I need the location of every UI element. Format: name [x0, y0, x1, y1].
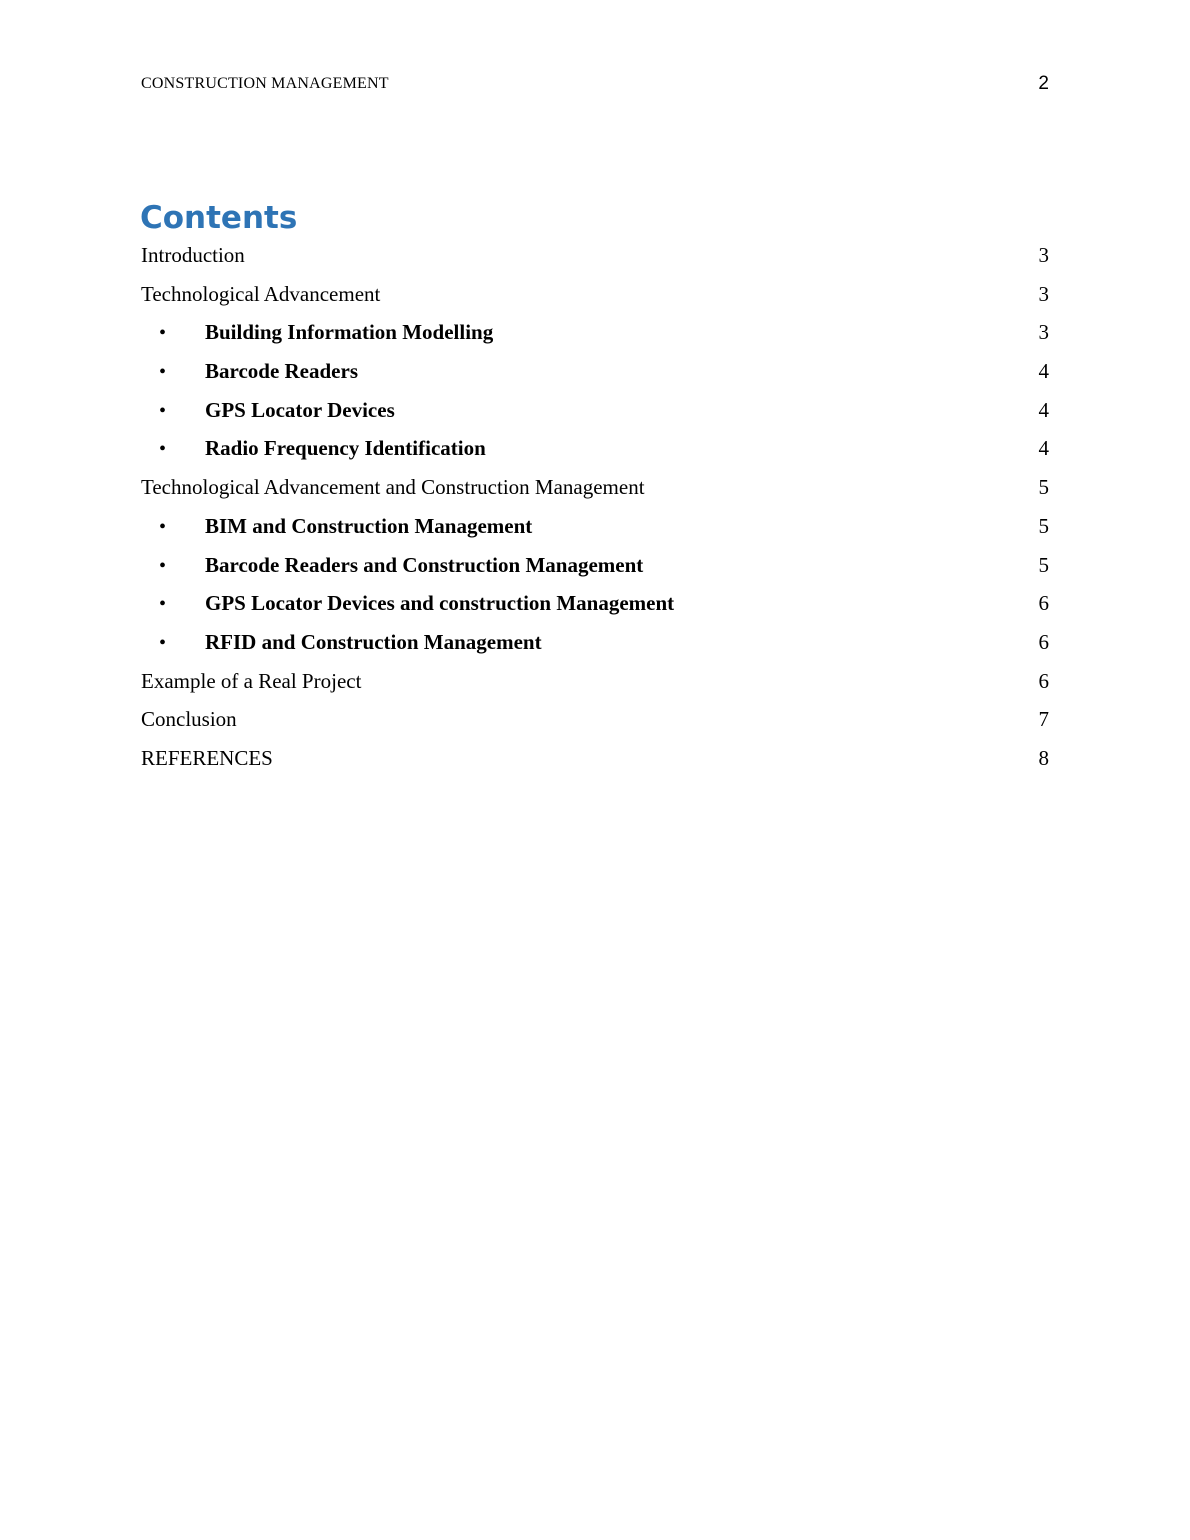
toc-entry-label: BIM and Construction Management [205, 513, 533, 538]
bullet-icon: • [159, 631, 167, 654]
toc-entry-technological-advancement[interactable] [141, 275, 1049, 314]
toc-entry-label: Conclusion [141, 707, 237, 732]
toc-entry-page: 7 [1038, 707, 1049, 732]
toc-entry-gps-locator-devices-and-construction-management[interactable] [141, 584, 1049, 623]
bullet-icon: • [159, 554, 167, 577]
toc-entry-label: Example of a Real Project [141, 668, 362, 693]
toc-entry-page: 4 [1038, 436, 1049, 461]
bullet-icon: • [159, 593, 167, 616]
toc-entry-page: 5 [1038, 513, 1049, 538]
toc-entry-page: 4 [1038, 397, 1049, 422]
bullet-icon: • [159, 322, 167, 345]
table-of-contents [141, 236, 1049, 778]
toc-entry-page: 3 [1038, 281, 1049, 306]
toc-entry-label: Introduction [141, 243, 245, 267]
bullet-icon: • [159, 438, 167, 461]
toc-entry-label: Technological Advancement [141, 281, 381, 306]
toc-entry-page: 5 [1038, 475, 1049, 500]
toc-entry-barcode-readers-and-construction-management[interactable] [141, 546, 1049, 585]
toc-entry-label: GPS Locator Devices [205, 397, 395, 422]
toc-entry-page: 5 [1038, 552, 1049, 577]
toc-entry-radio-frequency-identification[interactable] [141, 429, 1049, 468]
toc-entry-barcode-readers[interactable] [141, 352, 1049, 391]
running-head: CONSTRUCTION MANAGEMENT [141, 75, 389, 92]
toc-title: Contents [140, 200, 298, 236]
toc-entry-building-information-modelling[interactable] [141, 313, 1049, 352]
toc-entry-label: RFID and Construction Management [205, 629, 542, 654]
toc-entry-example-of-a-real-project[interactable] [141, 662, 1049, 701]
toc-entry-label: Radio Frequency Identification [205, 436, 486, 461]
toc-entry-label: GPS Locator Devices and construction Management [205, 591, 675, 616]
toc-entry-page: 8 [1038, 745, 1049, 770]
toc-entry-label: Barcode Readers [205, 359, 358, 384]
toc-entry-label: REFERENCES [141, 745, 273, 770]
toc-entry-conclusion[interactable] [141, 700, 1049, 739]
page-number: 2 [1038, 73, 1049, 94]
bullet-icon: • [159, 361, 167, 384]
toc-entry-references[interactable] [141, 739, 1049, 778]
toc-entry-page: 3 [1038, 243, 1049, 267]
toc-entry-page: 6 [1038, 629, 1049, 654]
toc-entry-gps-locator-devices[interactable] [141, 391, 1049, 430]
toc-entry-bim-and-construction-management[interactable] [141, 507, 1049, 546]
bullet-icon: • [159, 515, 167, 538]
toc-entry-page: 6 [1038, 668, 1049, 693]
toc-entry-introduction[interactable] [141, 236, 1049, 275]
toc-entry-rfid-and-construction-management[interactable] [141, 623, 1049, 662]
toc-entry-label: Barcode Readers and Construction Management [205, 552, 644, 577]
toc-entry-technological-advancement-and-construction-management[interactable] [141, 468, 1049, 507]
toc-entry-label: Building Information Modelling [205, 320, 494, 345]
toc-entry-page: 4 [1038, 359, 1049, 384]
toc-entry-page: 6 [1038, 591, 1049, 616]
toc-entry-page: 3 [1038, 320, 1049, 345]
toc-entry-label: Technological Advancement and Construction Management [141, 475, 645, 500]
bullet-icon: • [159, 399, 167, 422]
